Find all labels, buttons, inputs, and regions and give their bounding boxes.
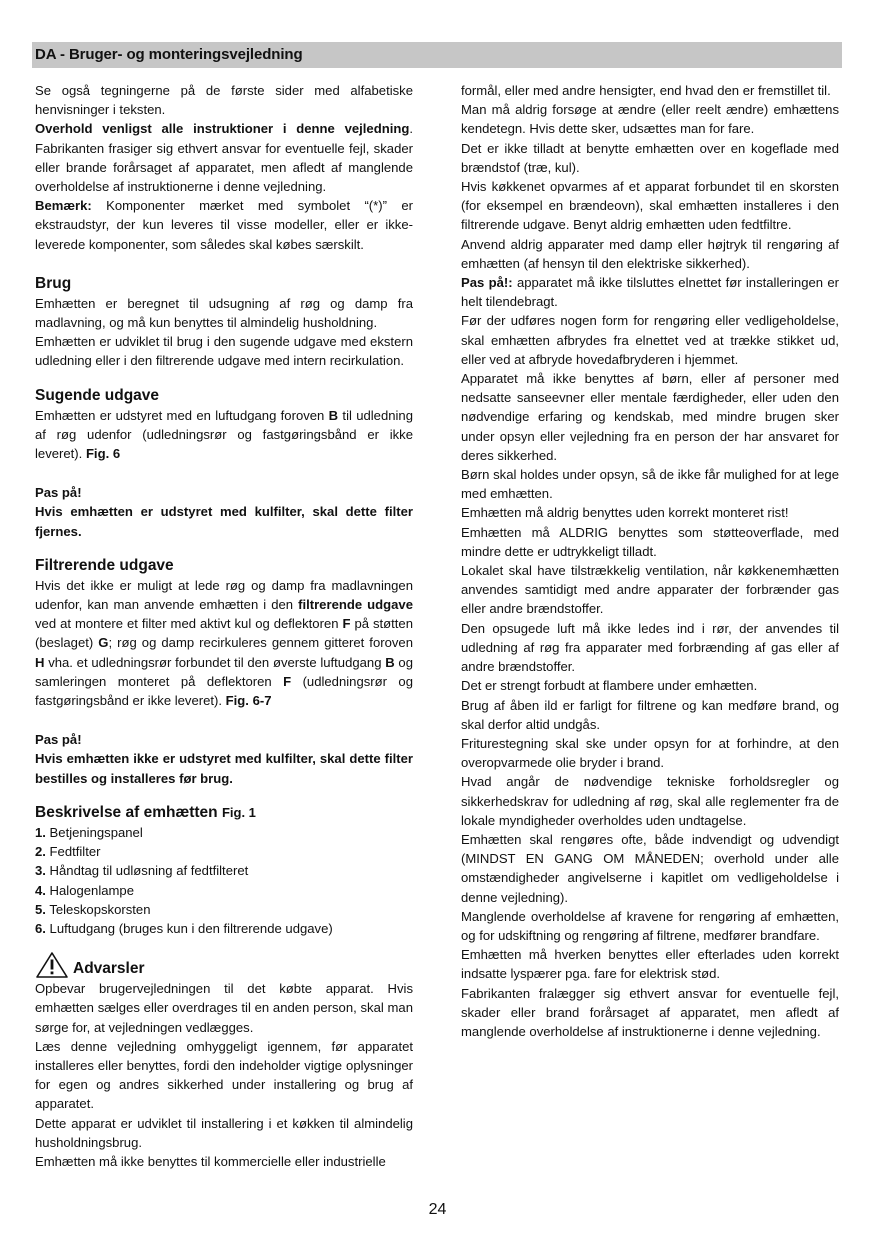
right-paragraph-15: Brug af åben ild er farligt for filtrene og kan medføre brand, og skal derfor altid undgås.: [461, 697, 839, 732]
right-paragraph-14: Det er strengt forbudt at flambere under emhætten.: [461, 678, 758, 694]
list-item: 1. Betjeningspanel: [35, 824, 143, 840]
filtrerende-paragraph: Hvis det ikke er muligt at lede røg og damp fra madlavningen udenfor, kan man anvende emhætten i den filtrerende udgave ved at montere et filter med aktivt kul og deflektoren F på støtten (beslaget) G; røg og damp recirkuleres gennem gitteret foroven H vha. et udledningsrør forbundet til den øverste luftudgang B og samleringen monteret på deflektoren F (udledningsrør og fastgøringsbånd er ikke leveret). Fig. 6-7: [35, 577, 413, 709]
list-item: 4. Halogenlampe: [35, 882, 134, 898]
brug-paragraph-1: Emhætten er beregnet til udsugning af røg og damp fra madlavning, og må kun benyttes til almindelig husholdning.: [35, 295, 413, 331]
sugende-note-text: Hvis emhætten er udstyret med kulfilter, skal dette filter fjernes.: [35, 504, 413, 539]
list-item: 6. Luftudgang (bruges kun i den filtrerende udgave): [35, 920, 333, 936]
heading-sugende-udgave: Sugende udgave: [35, 386, 160, 404]
right-column: [461, 81, 839, 1041]
sugende-note-title: Pas på!: [35, 485, 82, 501]
page-title: DA - Bruger- og monteringsvejledning: [35, 46, 303, 63]
component-list: [35, 823, 413, 938]
right-paragraph-19: Manglende overholdelse af kravene for rengøring af emhætten, og for udskiftning og rengøring af filtrene, medfører brandfare.: [461, 908, 839, 943]
filtrerende-note-text: Hvis emhætten ikke er udstyret med kulfilter, skal dette filter bestilles og installeres før brug.: [35, 751, 413, 786]
right-paragraph-16: Friturestegning skal ske under opsyn for at forhindre, at den overopvarmede olie bryder i brand.: [461, 735, 839, 771]
right-paragraph-21: Fabrikanten fralægger sig ethvert ansvar for eventuelle fejl, skader eller brand forårsaget af apparatet, men afledt af manglende overholdelse af instruktionerne i denne vejledning.: [461, 985, 839, 1039]
heading-brug: Brug: [35, 274, 72, 292]
sugende-paragraph: Emhætten er udstyret med en luftudgang foroven B til udledning af røg udenfor (udledningsrør og fastgøringsbånd er ikke leveret). Fig. 6: [35, 407, 413, 462]
right-paragraph-13: Den opsugede luft må ikke ledes ind i rør, der anvendes til udledning af røg fra apparater med forbrænding af gas eller af andre brændstoffer.: [461, 620, 839, 675]
warning-triangle-icon: [35, 951, 69, 979]
right-paragraph-12: Lokalet skal have tilstrækkelig ventilation, når køkkenemhætten anvendes samtidigt med andre apparater der forbrænder gas eller andre brændstoffer.: [461, 563, 839, 617]
right-paragraph-18: Emhætten skal rengøres ofte, både indvendigt og udvendigt (MINDST EN GANG OM MÅNEDEN; overhold under alle omstændigheder angivelserne i kapitlet om vedligeholdelse i denne vejledning).: [461, 831, 839, 905]
right-paragraph-9: Børn skal holdes under opsyn, så de ikke får mulighed for at lege med emhætten.: [461, 467, 839, 502]
heading-beskrivelse: Beskrivelse af emhætten Fig. 1: [35, 803, 256, 821]
filtrerende-note-title: Pas på!: [35, 732, 82, 748]
list-item: 2. Fedtfilter: [35, 844, 101, 860]
warnings-heading-row: [35, 951, 413, 979]
right-paragraph-7: Før der udføres nogen form for rengøring eller vedligeholdelse, skal emhætten afbrydes fra elnettet ved at trække stikket ud, eller ved at afbryde hovedafbryderen i hjemmet.: [461, 313, 839, 367]
right-paragraph-11: Emhætten må ALDRIG benyttes som støtteoverflade, med mindre dette er udtrykkeligt tilladt.: [461, 524, 839, 559]
advarsler-paragraph-1: Opbevar brugervejledningen til det købte apparat. Hvis emhætten sælges eller overdrages til en anden person, skal man sørge for, at vejledningen vedlægges.: [35, 981, 413, 1035]
heading-filtrerende-udgave: Filtrerende udgave: [35, 556, 174, 574]
intro-paragraph-1: Se også tegningerne på de første sider med alfabetiske henvisninger i teksten.: [35, 83, 413, 118]
advarsler-paragraph-2: Læs denne vejledning omhyggeligt igennem, før apparatet installeres eller benyttes, fordi den indeholder vigtige oplysninger for egen og andres sikkerhed under installering og brug af apparatet.: [35, 1038, 413, 1112]
brug-paragraph-2: Emhætten er udviklet til brug i den sugende udgave med ekstern udledning eller i den filtrerende udgave med intern recirkulation.: [35, 334, 413, 369]
advarsler-paragraph-4: Emhætten må ikke benyttes til kommercielle eller industrielle: [35, 1153, 386, 1169]
right-paragraph-6: Pas på!: apparatet må ikke tilsluttes elnettet før installeringen er helt tilendebragt.: [461, 275, 840, 310]
right-paragraph-2: Man må aldrig forsøge at ændre (eller reelt ændre) emhættens kendetegn. Hvis dette sker, udsættes man for fare.: [461, 102, 839, 137]
right-paragraph-3: Det er ikke tilladt at benytte emhætten over en kogeflade med brændstof (træ, kul).: [461, 140, 839, 175]
right-paragraph-4: Hvis køkkenet opvarmes af et apparat forbundet til en skorsten (for eksempel en brændeovn), skal emhætten installeres i den filtrerende udgave. Benyt aldrig emhætten uden fedtfiltre.: [461, 179, 839, 233]
section-header-bar: [32, 42, 842, 68]
heading-advarsler: Advarsler: [73, 960, 145, 978]
right-paragraph-20: Emhætten må hverken benyttes eller efterlades uden korrekt indsatte lyspærer pga. fare for elektrisk stød.: [461, 947, 839, 982]
right-paragraph-10: Emhætten må aldrig benyttes uden korrekt monteret rist!: [461, 505, 789, 521]
list-item: 3. Håndtag til udløsning af fedtfilteret: [35, 863, 249, 879]
intro-paragraph-2: Overhold venligst alle instruktioner i denne vejledning. Fabrikanten frasiger sig ethvert ansvar for eventuelle fejl, skader eller brande forårsaget af apparatet, men afledt af manglende overholdelse af instruktionerne i denne vejledning.: [35, 121, 413, 195]
left-column: [35, 81, 413, 1171]
page-number: 24: [428, 1201, 447, 1218]
right-paragraph-5: Anvend aldrig apparater med damp eller højtryk til rengøring af emhætten (af hensyn til den elektriske sikkerhed).: [461, 236, 839, 271]
right-paragraph-8: Apparatet må ikke benyttes af børn, eller af personer med nedsatte sanseevner eller mentale færdigheder, eller uden den nødvendige erfaring og kendskab, med mindre brugen sker under opsyn eller vejledning fra en person der har ansvaret for deres sikkerhed.: [461, 371, 839, 463]
intro-paragraph-3: Bemærk: Komponenter mærket med symbolet “(*)” er ekstraudstyr, der kun leveres til visse modeller, eller er ikke-leverede komponenter, som således skal købes særskilt.: [35, 198, 413, 252]
list-item: 5. Teleskopskorsten: [35, 901, 151, 917]
advarsler-paragraph-3: Dette apparat er udviklet til installering i et køkken til almindelig husholdningsbrug.: [35, 1115, 413, 1150]
right-paragraph-17: Hvad angår de nødvendige tekniske forholdsregler og sikkerhedskrav for udledning af røg, skal alle reglementer fra de lokale myndigheder overholdes uden undtagelse.: [461, 774, 839, 828]
right-paragraph-1: formål, eller med andre hensigter, end hvad den er fremstillet til.: [461, 83, 831, 98]
